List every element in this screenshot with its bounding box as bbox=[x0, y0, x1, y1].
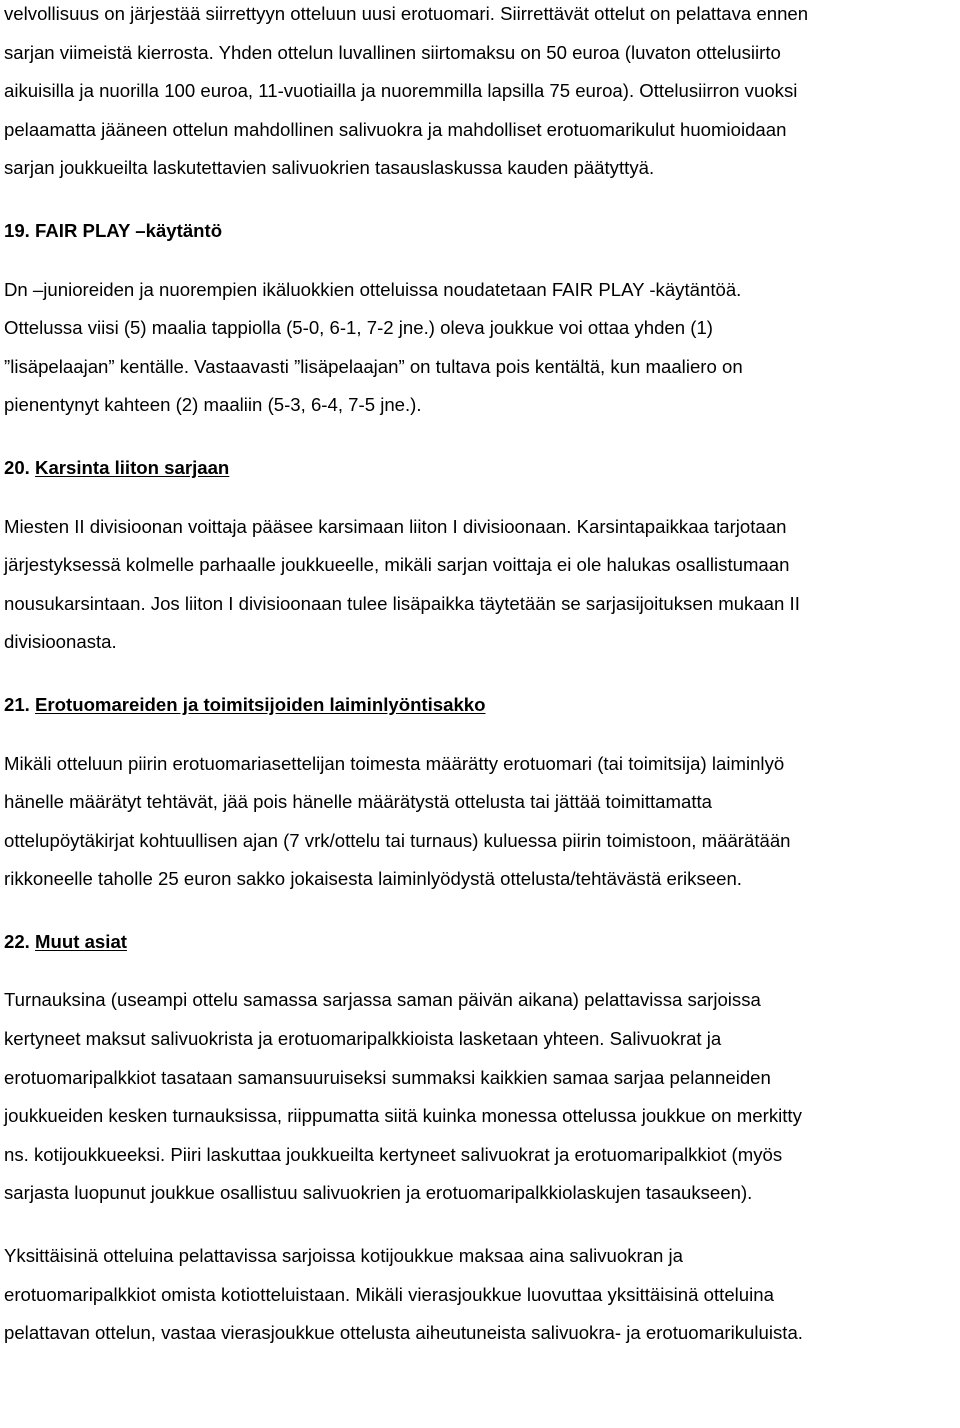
paragraph-line: Turnauksina (useampi ottelu samassa sarjassa saman päivän aikana) pelattavissa sarjoissa bbox=[4, 989, 761, 1011]
paragraph-line: sarjan joukkueilta laskutettavien salivuokrien tasauslaskussa kauden päätyttyä. bbox=[4, 157, 655, 179]
section-22-paragraph-1 bbox=[4, 981, 958, 1213]
paragraph-line: rikkoneelle taholle 25 euron sakko jokaisesta laiminlyödystä ottelusta/tehtävästä erikseen. bbox=[4, 868, 742, 890]
paragraph-line: Ottelussa viisi (5) maalia tappiolla (5-0, 6-1, 7-2 jne.) oleva joukkue voi ottaa yhden (1) bbox=[4, 317, 713, 339]
paragraph-line: ”lisäpelaajan” kentälle. Vastaavasti ”lisäpelaajan” on tultava pois kentältä, kun maaliero on bbox=[4, 355, 743, 377]
section-title: Erotuomareiden ja toimitsijoiden laiminlyöntisakko bbox=[35, 693, 486, 715]
paragraph-line: sarjasta luopunut joukkue osallistuu salivuokrien ja erotuomaripalkkiolaskujen tasaukseen). bbox=[4, 1182, 753, 1204]
paragraph-line: erotuomaripalkkiot tasataan samansuuruiseksi summaksi kaikkien samaa sarjaa pelanneiden bbox=[4, 1066, 771, 1088]
paragraph-line: kertyneet maksut salivuokrista ja erotuomaripalkkioista lasketaan yhteen. Salivuokrat ja bbox=[4, 1028, 722, 1050]
section-title: Karsinta liiton sarjaan bbox=[35, 456, 230, 478]
section-22-paragraph-2 bbox=[4, 1237, 958, 1353]
paragraph-line: ns. kotijoukkueeksi. Piiri laskuttaa joukkueilta kertyneet salivuokrat ja erotuomaripalkkiot (myös bbox=[4, 1143, 783, 1165]
paragraph-line: ottelupöytäkirjat kohtuullisen ajan (7 vrk/ottelu tai turnaus) kuluessa piirin toimistoon, määrätään bbox=[4, 829, 791, 851]
section-20-paragraph bbox=[4, 508, 958, 662]
paragraph-line: Miesten II divisioonan voittaja pääsee karsimaan liiton I divisioonaan. Karsintapaikkaa tarjotaan bbox=[4, 515, 787, 537]
document-page bbox=[4, 0, 958, 1353]
section-title: FAIR PLAY –käytäntö bbox=[35, 219, 223, 241]
paragraph-line: aikuisilla ja nuorilla 100 euroa, 11-vuotiailla ja nuoremmilla lapsilla 75 euroa). Ottelusiirron vuoksi bbox=[4, 80, 798, 102]
section-number: 21. bbox=[4, 693, 30, 715]
section-title: Muut asiat bbox=[35, 930, 127, 952]
section-22-heading bbox=[4, 923, 958, 962]
paragraph-line: Yksittäisinä otteluina pelattavissa sarjoissa kotijoukkue maksaa aina salivuokran ja bbox=[4, 1245, 684, 1267]
paragraph-line: Mikäli otteluun piirin erotuomariasettelijan toimesta määrätty erotuomari (tai toimitsija) laiminlyö bbox=[4, 752, 785, 774]
paragraph-line: nousukarsintaan. Jos liiton I divisioonaan tulee lisäpaikka täytetään se sarjasijoituksen mukaan II bbox=[4, 592, 800, 614]
paragraph-line: joukkueiden kesken turnauksissa, riippumatta siitä kuinka monessa ottelussa joukkue on merkitty bbox=[4, 1105, 802, 1127]
paragraph-line: erotuomaripalkkiot omista kotiotteluistaan. Mikäli vierasjoukkue luovuttaa yksittäisinä otteluina bbox=[4, 1283, 774, 1305]
section-20-heading bbox=[4, 449, 958, 488]
section-19-heading bbox=[4, 212, 958, 251]
section-21-heading bbox=[4, 686, 958, 725]
intro-paragraph bbox=[4, 0, 958, 188]
section-19-paragraph bbox=[4, 271, 958, 425]
paragraph-line: divisioonasta. bbox=[4, 631, 117, 653]
paragraph-line: sarjan viimeistä kierrosta. Yhden ottelun luvallinen siirtomaksu on 50 euroa (luvaton ottelusiirto bbox=[4, 41, 781, 63]
paragraph-line: pienentynyt kahteen (2) maaliin (5-3, 6-4, 7-5 jne.). bbox=[4, 394, 422, 416]
paragraph-line: järjestyksessä kolmelle parhaalle joukkueelle, mikäli sarjan voittaja ei ole halukas osallistumaan bbox=[4, 554, 790, 576]
paragraph-line: Dn –junioreiden ja nuorempien ikäluokkien otteluissa noudatetaan FAIR PLAY -käytäntöä. bbox=[4, 278, 742, 300]
section-21-paragraph bbox=[4, 745, 958, 899]
section-number: 20. bbox=[4, 456, 30, 478]
paragraph-line: pelattavan ottelun, vastaa vierasjoukkue ottelusta aiheutuneista salivuokra- ja erotuomarikuluista. bbox=[4, 1322, 803, 1344]
paragraph-line: pelaamatta jääneen ottelun mahdollinen salivuokra ja mahdolliset erotuomarikulut huomioidaan bbox=[4, 118, 787, 140]
section-number: 19. bbox=[4, 219, 30, 241]
section-number: 22. bbox=[4, 930, 30, 952]
paragraph-line: velvollisuus on järjestää siirrettyyn otteluun uusi erotuomari. Siirrettävät ottelut on pelattava ennen bbox=[4, 3, 809, 24]
paragraph-line: hänelle määrätyt tehtävät, jää pois hänelle määrätystä ottelusta tai jättää toimittamatta bbox=[4, 791, 712, 813]
